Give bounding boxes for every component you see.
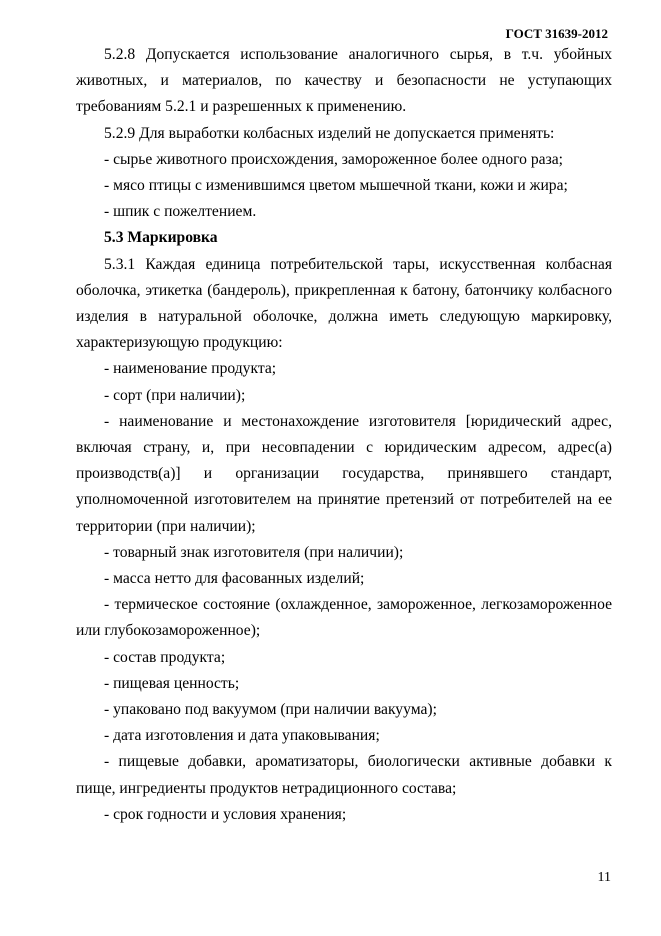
list-item: - мясо птицы с изменившимся цветом мышечной ткани, кожи и жира; <box>104 177 568 195</box>
list-item: - наименование и местонахождение изготовителя [юридический адрес, включая страну, и, при несовпадении с юридическим адресом, адрес(а) производств(а)] и организации государства, принявшего стандарт, уполномоченной изготовителем на принятие претензий от потребителей на ее территории (при наличии); <box>76 412 612 535</box>
list-item: - срок годности и условия хранения; <box>104 805 347 823</box>
list-item: - шпик с пожелтением. <box>104 203 257 221</box>
paragraph-5-2-8: 5.2.8 Допускается использование аналогичного сырья, в т.ч. убойных животных, и материалов, по качеству и безопасности не уступающих требованиям 5.2.1 и разрешенных к применению. <box>76 46 612 116</box>
list-item: - пищевые добавки, ароматизаторы, биологически активные добавки к пище, ингредиенты продуктов нетрадиционного состава; <box>76 753 612 797</box>
list-item: - сорт (при наличии); <box>104 386 246 404</box>
list-item: - дата изготовления и дата упаковывания; <box>104 727 380 745</box>
list-item: - состав продукта; <box>104 648 226 666</box>
list-item: - товарный знак изготовителя (при наличии); <box>104 543 404 561</box>
paragraph-5-2-9: 5.2.9 Для выработки колбасных изделий не допускается применять: <box>104 124 555 142</box>
paragraph-5-3-1: 5.3.1 Каждая единица потребительской тары, искусственная колбасная оболочка, этикетка (бандероль), прикрепленная к батону, батончику колбасного изделия в натуральной оболочке, должна иметь следующую маркировку, характеризующую продукцию: <box>76 255 612 352</box>
list-item: - сырье животного происхождения, замороженное более одного раза; <box>104 150 563 168</box>
section-heading: 5.3 Маркировка <box>104 229 218 247</box>
page-body <box>76 42 612 828</box>
list-item: - пищевая ценность; <box>104 674 240 692</box>
document-header: ГОСТ 31639-2012 <box>505 26 608 41</box>
page-number: 11 <box>597 870 611 885</box>
list-item: - термическое состояние (охлажденное, замороженное, легкозамороженное или глубокозамороженное); <box>76 596 612 640</box>
list-item: - масса нетто для фасованных изделий; <box>104 570 365 588</box>
list-item: - наименование продукта; <box>104 360 277 378</box>
list-item: - упаковано под вакуумом (при наличии вакуума); <box>104 701 437 719</box>
